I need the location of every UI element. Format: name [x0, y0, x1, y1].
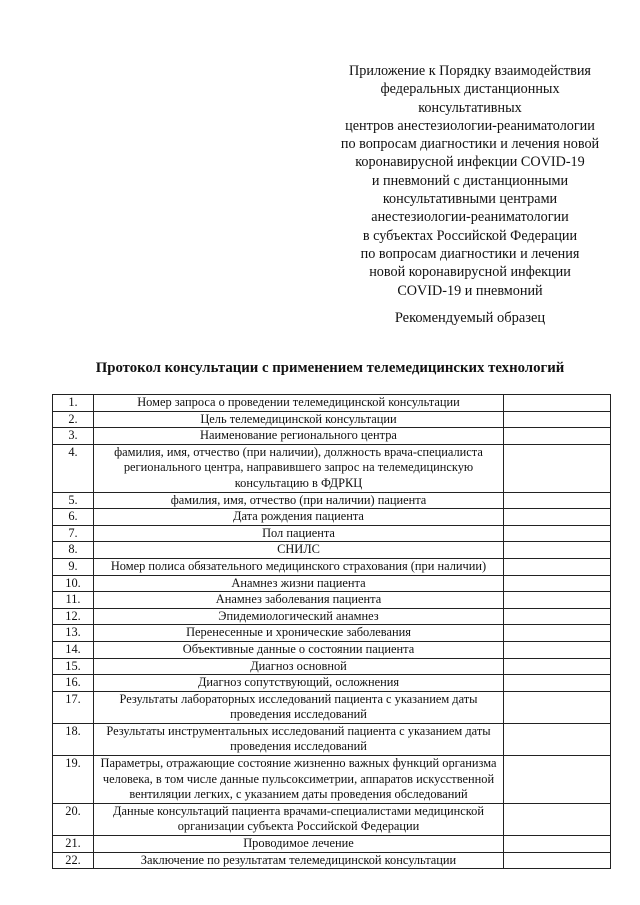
table-row [53, 836, 611, 853]
row-number: 17. [53, 691, 94, 723]
row-number: 16. [53, 675, 94, 692]
table-row [53, 723, 611, 755]
row-value-cell [504, 803, 611, 835]
row-value-cell [504, 756, 611, 804]
appendix-line: и пневмоний с дистанционными [371, 172, 569, 189]
table-row [53, 592, 611, 609]
row-field: Пол пациента [94, 525, 504, 542]
row-number: 10. [53, 575, 94, 592]
row-number: 13. [53, 625, 94, 642]
row-number: 9. [53, 558, 94, 575]
row-number: 20. [53, 803, 94, 835]
row-number: 1. [53, 395, 94, 412]
sample-label: Рекомендуемый образец [394, 310, 546, 326]
row-field: фамилия, имя, отчество (при наличии) пациента [94, 492, 504, 509]
row-number: 21. [53, 836, 94, 853]
table-row [53, 558, 611, 575]
row-field: Номер запроса о проведении телемедицинской консультации [94, 395, 504, 412]
row-value-cell [504, 658, 611, 675]
row-number: 14. [53, 641, 94, 658]
row-value-cell [504, 428, 611, 445]
table-row [53, 509, 611, 526]
table-row [53, 675, 611, 692]
row-number: 15. [53, 658, 94, 675]
row-value-cell [504, 675, 611, 692]
row-field: Эпидемиологический анамнез [94, 608, 504, 625]
row-number: 22. [53, 852, 94, 869]
table-row [53, 852, 611, 869]
row-field: Проводимое лечение [94, 836, 504, 853]
row-number: 18. [53, 723, 94, 755]
appendix-line: по вопросам диагностики и лечения [360, 245, 580, 262]
row-value-cell [504, 592, 611, 609]
table-row [53, 641, 611, 658]
row-number: 12. [53, 608, 94, 625]
appendix-line: консультативных [418, 99, 522, 116]
row-value-cell [504, 836, 611, 853]
row-field: Наименование регионального центра [94, 428, 504, 445]
row-value-cell [504, 411, 611, 428]
row-field: Дата рождения пациента [94, 509, 504, 526]
table-row [53, 575, 611, 592]
protocol-table [52, 394, 611, 869]
row-value-cell [504, 625, 611, 642]
row-field: СНИЛС [94, 542, 504, 559]
row-field: Объективные данные о состоянии пациента [94, 641, 504, 658]
row-field: Номер полиса обязательного медицинского страхования (при наличии) [94, 558, 504, 575]
row-value-cell [504, 395, 611, 412]
appendix-line: COVID-19 и пневмоний [397, 282, 543, 299]
row-value-cell [504, 641, 611, 658]
document-title: Протокол консультации с применением телемедицинских технологий [95, 360, 565, 376]
appendix-line: анестезиологии-реаниматологии [371, 209, 569, 226]
row-value-cell [504, 444, 611, 492]
row-value-cell [504, 852, 611, 869]
row-number: 3. [53, 428, 94, 445]
appendix-header [320, 62, 620, 300]
row-value-cell [504, 723, 611, 755]
row-field: Заключение по результатам телемедицинской консультации [94, 852, 504, 869]
row-field: фамилия, имя, отчество (при наличии), должность врача-специалиста регионального центра, направившего запрос на телемедицинскую консультацию в ФДРКЦ [94, 444, 504, 492]
table-row [53, 625, 611, 642]
table-row [53, 658, 611, 675]
row-field: Параметры, отражающие состояние жизненно важных функций организма человека, в том числе данные пульсоксиметрии, аппаратов искусственной вентиляции легких, с указанием даты проведения обследований [94, 756, 504, 804]
table-row [53, 803, 611, 835]
row-number: 19. [53, 756, 94, 804]
row-number: 4. [53, 444, 94, 492]
table-row [53, 525, 611, 542]
table-row [53, 608, 611, 625]
table-row [53, 444, 611, 492]
row-field: Диагноз сопутствующий, осложнения [94, 675, 504, 692]
row-field: Анамнез жизни пациента [94, 575, 504, 592]
row-field: Анамнез заболевания пациента [94, 592, 504, 609]
table-row [53, 395, 611, 412]
appendix-line: коронавирусной инфекции COVID-19 [355, 154, 585, 171]
appendix-line: федеральных дистанционных [380, 81, 560, 98]
row-value-cell [504, 525, 611, 542]
table-row [53, 492, 611, 509]
table-row [53, 428, 611, 445]
appendix-line: по вопросам диагностики и лечения новой [340, 136, 600, 153]
row-number: 6. [53, 509, 94, 526]
row-field: Результаты лабораторных исследований пациента с указанием даты проведения исследований [94, 691, 504, 723]
row-value-cell [504, 575, 611, 592]
row-number: 8. [53, 542, 94, 559]
row-field: Цель телемедицинской консультации [94, 411, 504, 428]
appendix-line: новой коронавирусной инфекции [369, 264, 571, 281]
row-value-cell [504, 691, 611, 723]
row-number: 7. [53, 525, 94, 542]
row-value-cell [504, 542, 611, 559]
appendix-line: консультативными центрами [382, 191, 558, 208]
row-number: 11. [53, 592, 94, 609]
table-row [53, 542, 611, 559]
table-row [53, 691, 611, 723]
row-number: 5. [53, 492, 94, 509]
row-value-cell [504, 558, 611, 575]
row-value-cell [504, 492, 611, 509]
appendix-line: в субъектах Российской Федерации [362, 227, 578, 244]
appendix-line: центров анестезиологии-реаниматологии [345, 117, 595, 134]
table-row [53, 411, 611, 428]
row-value-cell [504, 608, 611, 625]
row-field: Диагноз основной [94, 658, 504, 675]
table-row [53, 756, 611, 804]
row-field: Перенесенные и хронические заболевания [94, 625, 504, 642]
row-number: 2. [53, 411, 94, 428]
appendix-line: Приложение к Порядку взаимодействия [349, 63, 591, 79]
row-field: Результаты инструментальных исследований пациента с указанием даты проведения исследований [94, 723, 504, 755]
row-value-cell [504, 509, 611, 526]
row-field: Данные консультаций пациента врачами-специалистами медицинской организации субъекта Российской Федерации [94, 803, 504, 835]
